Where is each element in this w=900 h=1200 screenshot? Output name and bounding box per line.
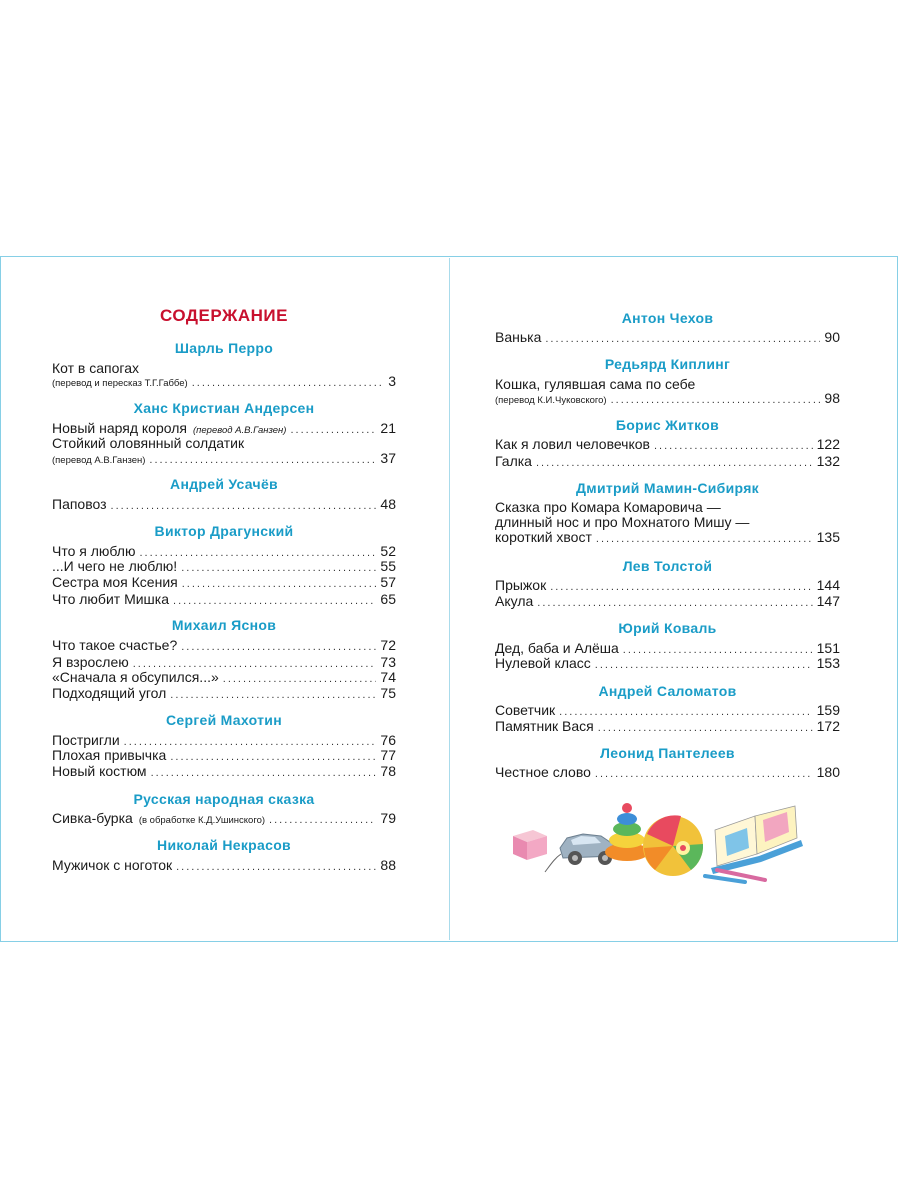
toc-entry-title: Акула [495, 593, 534, 609]
toc-entry-title: Плохая привычка [52, 747, 167, 763]
toc-entry-title: «Сначала я обсупился...» [52, 669, 219, 685]
page-number: 77 [380, 747, 396, 763]
toc-entry-title: Памятник Вася [495, 718, 594, 734]
toc-entry-title: Галка [495, 453, 532, 469]
toc-entry-title: Кот в сапогах [52, 360, 140, 376]
author-heading: Русская народная сказка [133, 791, 315, 807]
leader-dots [151, 765, 377, 782]
leader-dots [596, 531, 813, 548]
toc-entry-title: Сказка про Комара Комаровича — [495, 499, 721, 515]
toc-entry-title: короткий хвост [495, 529, 592, 545]
toc-entry [495, 764, 840, 783]
page-number: 57 [380, 574, 396, 590]
page-number: 75 [380, 685, 396, 701]
leader-dots [595, 766, 813, 783]
ball-icon [643, 815, 703, 876]
toc-entry-title: Паповоз [52, 496, 107, 512]
toc-entry-title: Дед, баба и Алёша [495, 640, 619, 656]
toc-entry-title: ...И чего не люблю! [52, 558, 178, 574]
translator-note: (в обработке К.Д.Ушинского) [138, 815, 266, 826]
toc-entry-title: Честное слово [495, 764, 591, 780]
toy-car-icon [545, 834, 615, 872]
toc-entry-title: Сивка-бурка [52, 810, 133, 826]
page-number: 172 [816, 718, 840, 734]
leader-dots [192, 375, 384, 392]
toc-entry [495, 655, 840, 674]
page-number: 21 [380, 420, 396, 436]
page-number: 88 [380, 857, 396, 873]
author-heading: Николай Некрасов [157, 837, 291, 853]
toc-entry [495, 390, 840, 409]
translator-note: (перевод А.В.Ганзен) [52, 455, 146, 466]
toc-entry-title: Новый наряд короля [52, 420, 187, 436]
author-heading: Редьярд Киплинг [604, 356, 731, 372]
page-fold [449, 258, 450, 940]
toc-entry-title: Нулевой класс [495, 655, 591, 671]
toc-entry [495, 593, 840, 612]
leader-dots [598, 720, 813, 737]
leader-dots [173, 593, 376, 610]
page-number: 122 [816, 436, 840, 452]
author-heading: Антон Чехов [621, 310, 714, 326]
translator-note: (перевод и пересказ Т.Г.Габбе) [52, 378, 188, 389]
page-number: 55 [380, 558, 396, 574]
author-heading: Виктор Драгунский [154, 523, 294, 539]
page-number: 37 [380, 450, 396, 466]
author-heading: Михаил Яснов [171, 617, 277, 633]
toc-entry [52, 591, 396, 610]
toc-entry-title: Ванька [495, 329, 542, 345]
page-number: 153 [816, 655, 840, 671]
page-number: 48 [380, 496, 396, 512]
page-number: 135 [816, 529, 840, 545]
leader-dots [545, 331, 820, 348]
page-number: 73 [380, 654, 396, 670]
toc-entry [495, 453, 840, 472]
toc-entry [52, 810, 396, 829]
leader-dots [537, 595, 812, 612]
leader-dots [111, 498, 377, 515]
toc-entry-title: Что такое счастье? [52, 637, 178, 653]
page-number: 151 [816, 640, 840, 656]
leader-dots [595, 657, 813, 674]
toc-entry-title: Я взрослею [52, 654, 129, 670]
toc-entry-title: Что любит Мишка [52, 591, 170, 607]
page-number: 159 [816, 702, 840, 718]
leader-dots [170, 687, 376, 704]
toc-entry [52, 763, 396, 782]
toc-entry [495, 529, 840, 548]
toc-entry-title: Мужичок с ноготок [52, 857, 173, 873]
leader-dots [269, 812, 376, 829]
toc-entry-title: Как я ловил человечков [495, 436, 650, 452]
author-heading: Леонид Пантелеев [600, 745, 735, 761]
page-number: 65 [380, 591, 396, 607]
toc-entry [52, 685, 396, 704]
toys-and-book-illustration [505, 790, 805, 885]
toc-entry [52, 496, 396, 515]
toc-entry [495, 329, 840, 348]
toc-entry-title: Постригли [52, 732, 120, 748]
translator-note: (перевод К.И.Чуковского) [495, 395, 607, 406]
author-heading: Андрей Усачёв [170, 476, 278, 492]
author-heading: Ханс Кристиан Андерсен [133, 400, 315, 416]
toc-entry [52, 373, 396, 392]
page-number: 90 [824, 329, 840, 345]
toc-entry [52, 450, 396, 469]
author-heading: Борис Житков [615, 417, 720, 433]
leader-dots [536, 455, 813, 472]
page-number: 79 [380, 810, 396, 826]
page-number: 3 [388, 373, 396, 389]
leader-dots [176, 859, 376, 876]
page-number: 76 [380, 732, 396, 748]
toc-entry-title: Сестра моя Ксения [52, 574, 178, 590]
leader-dots [149, 452, 376, 469]
toc-entry-title: Новый костюм [52, 763, 147, 779]
page-title: СОДЕРЖАНИЕ [160, 306, 288, 325]
page-number: 147 [816, 593, 840, 609]
author-heading: Андрей Саломатов [598, 683, 737, 699]
toc-entry-title: Стойкий оловянный солдатик [52, 435, 245, 451]
author-heading: Шарль Перро [174, 340, 274, 356]
page-number: 74 [380, 669, 396, 685]
page-number: 52 [380, 543, 396, 559]
page-number: 144 [816, 577, 840, 593]
toc-entry-title: Прыжок [495, 577, 547, 593]
page-number: 98 [824, 390, 840, 406]
author-heading: Лев Толстой [622, 558, 713, 574]
leader-dots [611, 392, 821, 409]
toy-block-icon [513, 830, 547, 860]
author-heading: Юрий Коваль [618, 620, 717, 636]
page-number: 78 [380, 763, 396, 779]
toc-entry-title: длинный нос и про Мохнатого Мишу — [495, 514, 750, 530]
author-heading: Дмитрий Мамин-Сибиряк [576, 480, 759, 496]
translator-note: (перевод А.В.Ганзен) [192, 425, 287, 436]
toc-entry-title: Кошка, гулявшая сама по себе [495, 376, 696, 392]
page-number: 72 [380, 637, 396, 653]
toc-entry-title: Подходящий угол [52, 685, 167, 701]
toc-entry [52, 857, 396, 876]
toc-entry-title: Советчик [495, 702, 556, 718]
toc-entry-title: Что я люблю [52, 543, 136, 559]
page-number: 132 [816, 453, 840, 469]
open-book-icon [705, 806, 803, 882]
toc-entry [495, 718, 840, 737]
author-heading: Сергей Махотин [166, 712, 282, 728]
page-number: 180 [816, 764, 840, 780]
stacking-rings-icon [605, 803, 649, 861]
